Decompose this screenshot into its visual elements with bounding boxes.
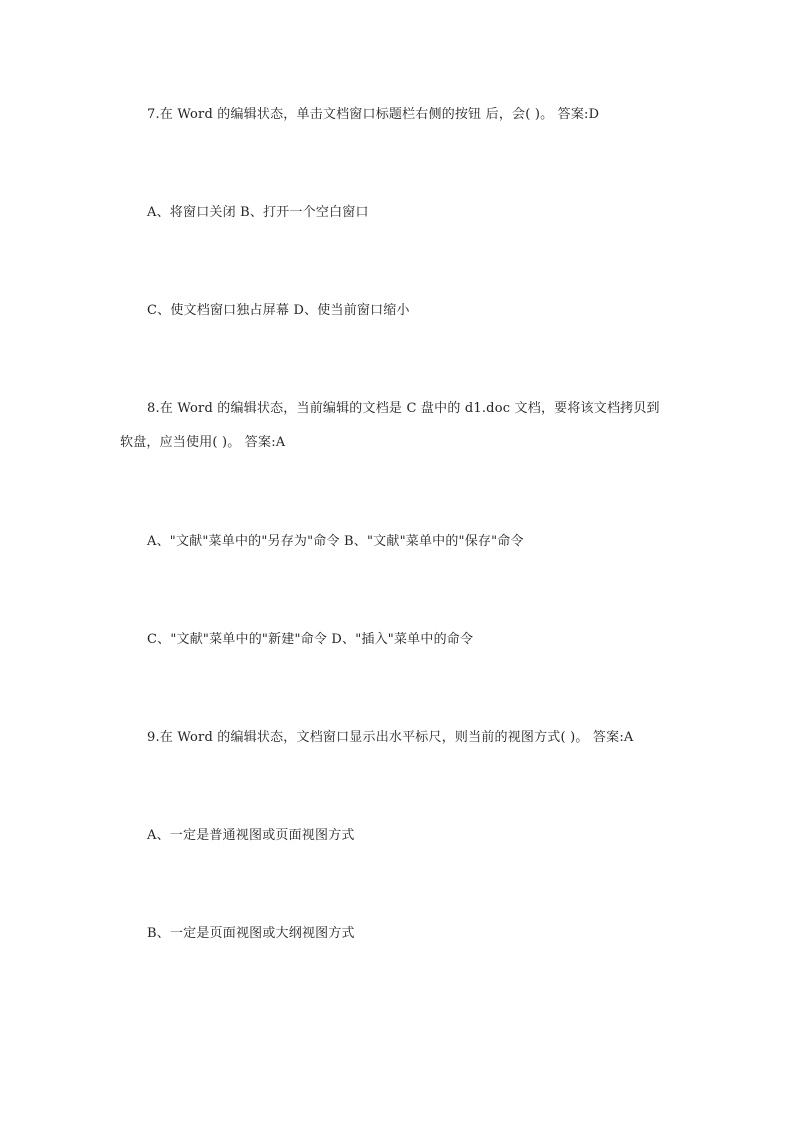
question-7-text: 7.在 Word 的编辑状态，单击文档窗口标题栏右侧的按钮 后，会( )。 答案:D (147, 107, 600, 122)
question-8-options-ab: A、"文献"菜单中的"另存为"命令 B、"文献"菜单中的"保存"命令 (147, 534, 524, 549)
question-7-options-ab: A、将窗口关闭 B、打开一个空白窗口 (147, 205, 369, 220)
question-9-option-b: B、一定是页面视图或大纲视图方式 (147, 926, 355, 941)
question-8-text-continued: 软盘，应当使用( )。 答案:A (120, 435, 286, 450)
question-9-option-a: A、一定是普通视图或页面视图方式 (147, 828, 355, 843)
question-8-text: 8.在 Word 的编辑状态，当前编辑的文档是 C 盘中的 d1.doc 文档，要将该文档拷贝到 (147, 401, 660, 416)
question-7-options-cd: C、使文档窗口独占屏幕 D、使当前窗口缩小 (147, 303, 410, 318)
question-9-text: 9.在 Word 的编辑状态，文档窗口显示出水平标尺，则当前的视图方式( )。 答案:A (147, 730, 634, 745)
question-8-options-cd: C、"文献"菜单中的"新建"命令 D、"插入"菜单中的命令 (147, 632, 474, 647)
